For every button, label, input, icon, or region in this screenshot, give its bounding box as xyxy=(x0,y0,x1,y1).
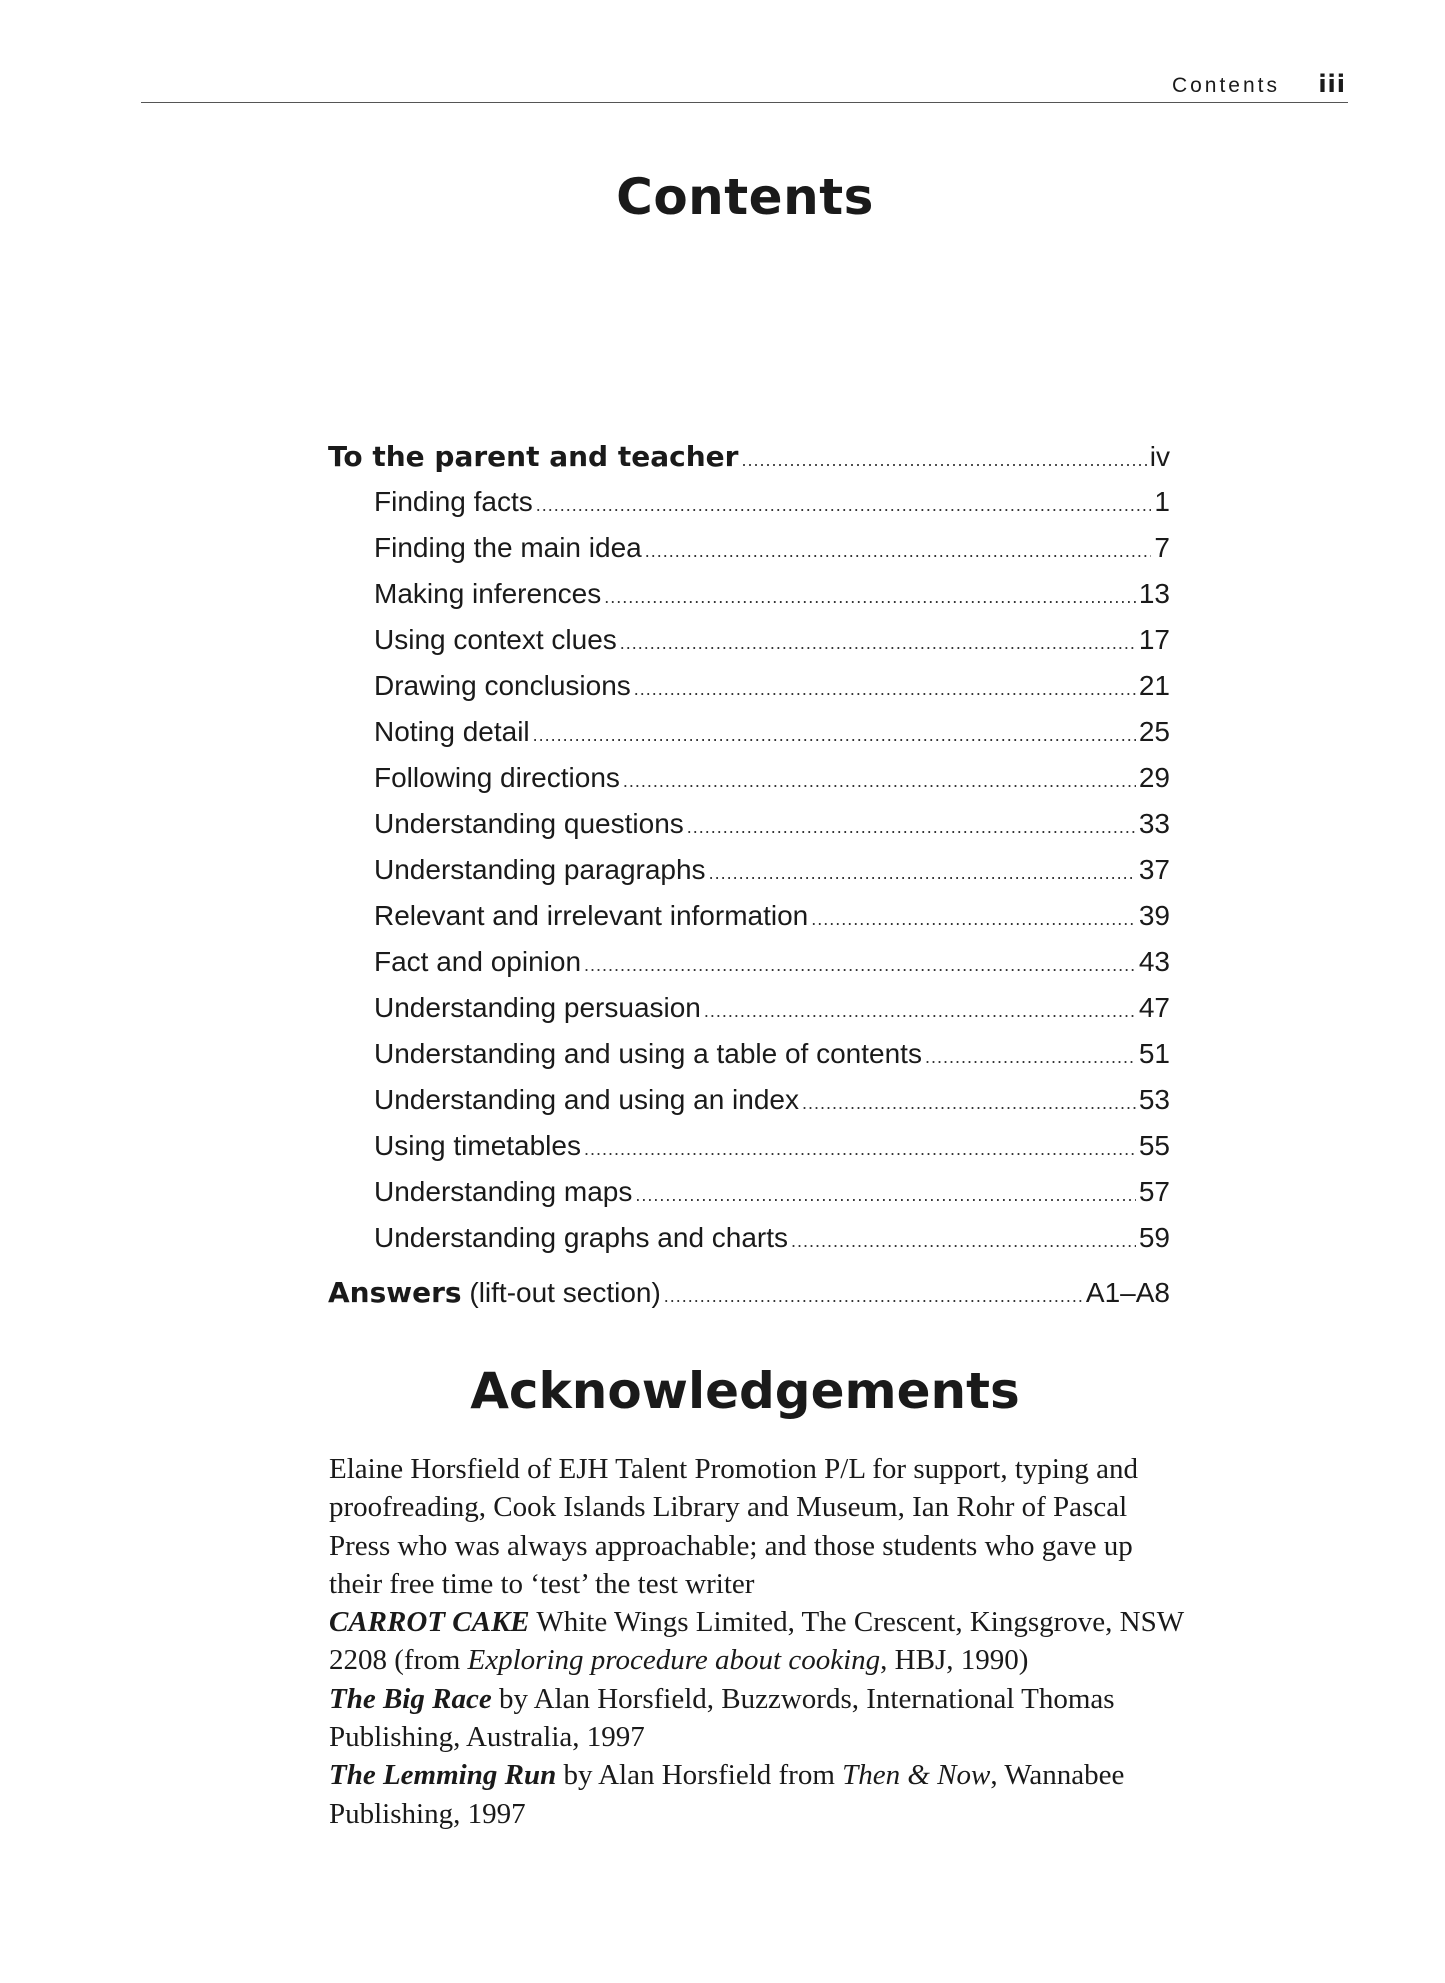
toc-entry-label: Understanding and using a table of contents xyxy=(374,1038,922,1069)
toc-entry[interactable] xyxy=(328,992,1170,1038)
toc-entry-page: 7 xyxy=(1154,532,1170,563)
toc-dot-leader xyxy=(620,633,1136,654)
work-title: CARROT CAKE xyxy=(329,1606,530,1639)
toc-dot-leader xyxy=(584,955,1136,976)
toc-entry-label: Using context clues xyxy=(374,624,617,655)
toc-entry-page: 57 xyxy=(1138,1176,1170,1207)
toc-entry[interactable] xyxy=(328,1130,1170,1176)
toc-entry-page: 47 xyxy=(1138,992,1170,1023)
toc-entry-label: Using timetables xyxy=(374,1130,581,1161)
entry-text: by Alan Horsfield, Buzzwords, International Thomas Publishing, Australia, 1997 xyxy=(329,1682,1115,1754)
acknowledgements-intro: Elaine Horsfield of EJH Talent Promotion P/L for support, typing and proofreading, Cook Islands Library and Museum, Ian Rohr of Pascal Press who was always approachable; and those students who gave up their free time to ‘test’ the test writer xyxy=(329,1453,1139,1600)
toc-dot-leader xyxy=(791,1231,1136,1252)
toc-entry-page: 33 xyxy=(1138,808,1170,839)
toc-entry[interactable] xyxy=(328,1176,1170,1222)
toc-entry[interactable] xyxy=(328,532,1170,578)
toc-dot-leader xyxy=(533,725,1136,746)
toc-dot-leader xyxy=(704,1001,1136,1022)
toc-dot-leader xyxy=(664,1286,1083,1307)
toc-entry-page: 1 xyxy=(1154,486,1170,517)
toc-entry-page: 29 xyxy=(1138,762,1170,793)
acknowledgement-entry xyxy=(329,1756,1189,1833)
work-title: The Lemming Run xyxy=(329,1759,557,1792)
toc-dot-leader xyxy=(741,450,1146,471)
entry-text: by Alan Horsfield from xyxy=(556,1759,843,1792)
acknowledgement-entry xyxy=(329,1680,1189,1757)
toc-entry[interactable] xyxy=(328,762,1170,808)
toc-dot-leader xyxy=(811,909,1136,930)
toc-entry[interactable] xyxy=(328,1038,1170,1084)
work-title: The Big Race xyxy=(329,1682,492,1715)
toc-entry-page: 17 xyxy=(1138,624,1170,655)
toc-entry-page: iv xyxy=(1149,441,1170,472)
toc-entry-page: 37 xyxy=(1138,854,1170,885)
table-of-contents xyxy=(328,440,1170,1322)
toc-entry-label: Fact and opinion xyxy=(374,946,582,977)
toc-entry[interactable] xyxy=(328,1222,1170,1268)
toc-entry-label: Understanding persuasion xyxy=(374,992,701,1023)
toc-entry[interactable] xyxy=(328,486,1170,532)
acknowledgements-title: Acknowledgements xyxy=(470,1362,1020,1420)
toc-dot-leader xyxy=(604,587,1136,608)
toc-entry-label: Making inferences xyxy=(374,578,602,609)
toc-entry-label: Following directions xyxy=(374,762,620,793)
toc-entry-label: Finding the main idea xyxy=(374,532,642,563)
toc-entry[interactable] xyxy=(328,624,1170,670)
toc-dot-leader xyxy=(645,541,1152,562)
toc-entry-page: 25 xyxy=(1138,716,1170,747)
entry-text: , Wannabee Publishing, 1997 xyxy=(329,1759,1125,1830)
entry-text: White Wings Limited, The Crescent, Kingsgrove, NSW 2208 (from xyxy=(329,1606,1184,1677)
toc-entry-label: Drawing conclusions xyxy=(374,670,631,701)
toc-entry-page: 21 xyxy=(1138,670,1170,701)
running-head-title: Contents xyxy=(1171,74,1280,97)
toc-entry-label: Relevant and irrelevant information xyxy=(374,900,809,931)
toc-entry[interactable] xyxy=(328,854,1170,900)
toc-entry-page: A1–A8 xyxy=(1085,1277,1170,1308)
toc-entry[interactable] xyxy=(328,808,1170,854)
toc-entry-intro[interactable] xyxy=(328,440,1170,486)
toc-entry[interactable] xyxy=(328,946,1170,992)
toc-dot-leader xyxy=(536,495,1152,516)
toc-entry-answers[interactable] xyxy=(328,1276,1170,1322)
toc-entry-label: Understanding questions xyxy=(374,808,684,839)
toc-dot-leader xyxy=(709,863,1136,884)
running-head xyxy=(141,70,1348,103)
answers-note: (lift-out section) xyxy=(469,1277,661,1308)
toc-dot-leader xyxy=(925,1047,1136,1068)
answers-label: Answers xyxy=(328,1276,462,1309)
toc-dot-leader xyxy=(584,1139,1136,1160)
toc-entry-label: Understanding and using an index xyxy=(374,1084,799,1115)
toc-entry[interactable] xyxy=(328,670,1170,716)
toc-entry[interactable] xyxy=(328,900,1170,946)
toc-dot-leader xyxy=(634,679,1136,700)
toc-entry[interactable] xyxy=(328,578,1170,624)
acknowledgement-entry xyxy=(329,1603,1189,1680)
toc-entry[interactable] xyxy=(328,716,1170,762)
toc-entry-page: 51 xyxy=(1138,1038,1170,1069)
toc-entry-label: To the parent and teacher xyxy=(328,440,739,473)
toc-dot-leader xyxy=(635,1185,1135,1206)
toc-entry[interactable] xyxy=(328,1084,1170,1130)
toc-entry-label: Understanding graphs and charts xyxy=(374,1222,789,1253)
toc-dot-leader xyxy=(802,1093,1136,1114)
source-title: Then & Now xyxy=(842,1759,991,1792)
toc-entry-page: 53 xyxy=(1138,1084,1170,1115)
toc-entry-label xyxy=(328,1276,661,1309)
toc-entry-page: 13 xyxy=(1138,578,1170,609)
toc-entry-label: Finding facts xyxy=(374,486,533,517)
toc-entry-label: Noting detail xyxy=(374,716,530,747)
acknowledgements-body xyxy=(329,1450,1189,1833)
toc-dot-leader xyxy=(623,771,1136,792)
toc-entry-page: 39 xyxy=(1138,900,1170,931)
toc-entry-label: Understanding paragraphs xyxy=(374,854,706,885)
entry-text: , HBJ, 1990) xyxy=(880,1644,1029,1677)
toc-dot-leader xyxy=(687,817,1136,838)
page-title: Contents xyxy=(616,168,874,226)
toc-entry-page: 59 xyxy=(1138,1222,1170,1253)
toc-entry-label: Understanding maps xyxy=(374,1176,633,1207)
toc-entry-page: 55 xyxy=(1138,1130,1170,1161)
toc-entry-page: 43 xyxy=(1138,946,1170,977)
source-title: Exploring procedure about cooking xyxy=(467,1644,881,1677)
running-head-page-number: iii xyxy=(1318,70,1346,98)
